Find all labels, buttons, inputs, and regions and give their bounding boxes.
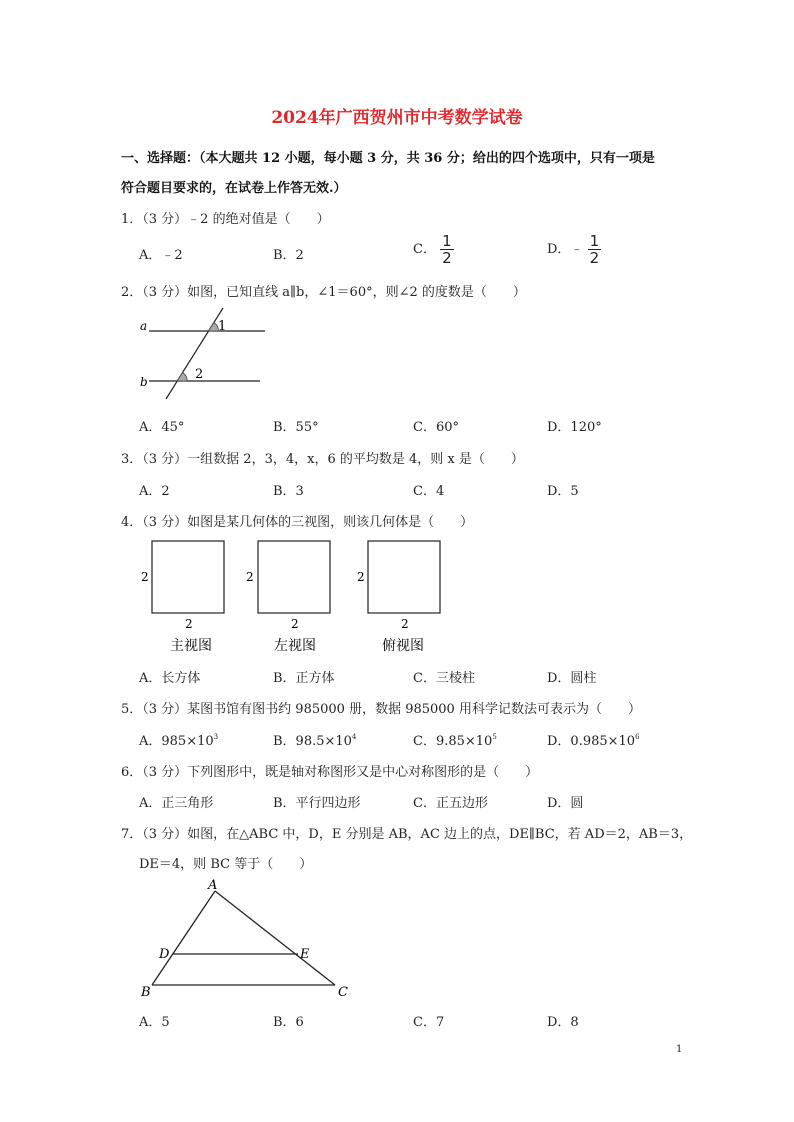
q5-option-a xyxy=(139,730,218,749)
q2-option-c: C．60° xyxy=(413,420,459,435)
q3-stem: 3．（3 分）一组数据 2，3，4，x，6 的平均数是 4，则 x 是（ ） xyxy=(121,452,524,467)
front-view-bottom-label: 2 xyxy=(185,617,193,631)
q3-option-a: A．2 xyxy=(139,484,170,499)
line-a-label: a xyxy=(140,319,148,333)
side-view-square xyxy=(258,541,330,613)
q4-three-views-figure xyxy=(138,536,448,658)
q5-option-c-exponent: 5 xyxy=(492,733,497,741)
q1-option-b: B．2 xyxy=(273,248,304,263)
q1-option-d-fraction xyxy=(588,233,602,266)
vertex-A-label: A xyxy=(208,878,218,893)
q2-option-b: B．55° xyxy=(273,420,319,435)
top-view-label: 俯视图 xyxy=(382,638,424,654)
front-view-side-label: 2 xyxy=(141,570,149,584)
q7-option-a: A．5 xyxy=(139,1015,170,1030)
q6-stem: 6．（3 分）下列图形中，既是轴对称图形又是中心对称图形的是（ ） xyxy=(121,765,539,780)
q2-parallel-lines-figure xyxy=(135,300,280,410)
front-view-label: 主视图 xyxy=(170,638,212,654)
q2-option-d: D．120° xyxy=(547,420,602,435)
fraction-denominator: 2 xyxy=(589,249,600,267)
q2-option-a: A．45° xyxy=(139,420,185,435)
q7-option-d: D．8 xyxy=(547,1015,579,1030)
q5-option-d-base: D．0.985×10 xyxy=(547,734,636,749)
q4-option-b: B．正方体 xyxy=(273,671,335,686)
fraction-numerator: 1 xyxy=(589,232,600,250)
q6-option-c: C．正五边形 xyxy=(413,796,488,811)
q1-option-c-prefix: C． xyxy=(413,242,436,257)
q5-option-a-exponent: 3 xyxy=(213,733,219,741)
q1-option-a: A．﹣2 xyxy=(139,248,183,263)
side-view-side-label: 2 xyxy=(246,570,254,584)
side-AB xyxy=(152,891,215,985)
q1-option-d xyxy=(547,233,601,266)
q5-stem: 5．（3 分）某图书馆有图书约 985000 册，数据 985000 用科学记数法可表示为（ ） xyxy=(121,702,641,717)
angle-1-mark xyxy=(209,323,219,332)
q3-option-c: C．4 xyxy=(413,484,445,499)
q4-option-d: D．圆柱 xyxy=(547,671,597,686)
q4-option-c: C．三棱柱 xyxy=(413,671,475,686)
q7-stem-cont: DE＝4，则 BC 等于（ ） xyxy=(139,857,313,872)
q1-option-c-fraction xyxy=(440,233,454,266)
vertex-C-label: C xyxy=(338,985,348,1000)
top-view-square xyxy=(368,541,440,613)
q3-option-d: D．5 xyxy=(547,484,579,499)
point-D-label: D xyxy=(159,947,170,962)
q6-option-a: A．正三角形 xyxy=(139,796,214,811)
q7-stem: 7．（3 分）如图，在△ABC 中，D，E 分别是 AB，AC 边上的点，DE∥BC，若 AD＝2，AB＝3， xyxy=(121,827,693,842)
q5-option-c xyxy=(413,730,497,749)
page-title: 2024年广西贺州市中考数学试卷 xyxy=(271,108,523,128)
q5-option-b-base: B．98.5×10 xyxy=(273,734,352,749)
q1-stem: 1．（3 分）﹣2 的绝对值是（ ） xyxy=(121,212,330,227)
line-b-label: b xyxy=(140,375,148,389)
q3-option-b: B．3 xyxy=(273,484,304,499)
q1-option-c xyxy=(413,233,454,266)
top-view-side-label: 2 xyxy=(357,570,365,584)
q7-option-c: C．7 xyxy=(413,1015,445,1030)
q4-option-a: A．长方体 xyxy=(139,671,201,686)
transversal-line xyxy=(166,308,223,399)
q2-stem: 2．（3 分）如图，已知直线 a∥b，∠1＝60°，则∠2 的度数是（ ） xyxy=(121,285,526,300)
point-E-label: E xyxy=(300,947,310,962)
page-number: 1 xyxy=(676,1044,683,1055)
q5-option-d-exponent: 6 xyxy=(635,733,640,741)
front-view-square xyxy=(152,541,224,613)
q7-option-b: B．6 xyxy=(273,1015,304,1030)
angle-2-label: 2 xyxy=(195,367,204,382)
q5-option-c-base: C．9.85×10 xyxy=(413,734,493,749)
fraction-numerator: 1 xyxy=(442,232,452,250)
q6-option-b: B．平行四边形 xyxy=(273,796,361,811)
q4-stem: 4．（3 分）如图是某几何体的三视图，则该几何体是（ ） xyxy=(121,515,474,530)
side-view-bottom-label: 2 xyxy=(291,617,299,631)
side-view-label: 左视图 xyxy=(274,638,316,654)
q5-option-a-base: A．985×10 xyxy=(139,734,214,749)
q5-option-d xyxy=(547,730,640,749)
angle-2-mark xyxy=(177,373,187,382)
q1-option-d-prefix: D．﹣ xyxy=(547,242,584,257)
vertex-B-label: B xyxy=(141,985,151,1000)
fraction-denominator: 2 xyxy=(442,249,452,267)
top-view-bottom-label: 2 xyxy=(401,617,409,631)
section-heading: 一、选择题：（本大题共 12 小题，每小题 3 分，共 36 分；给出的四个选项中，只有一项是 xyxy=(121,151,655,166)
angle-1-label: 1 xyxy=(218,319,227,334)
side-AC xyxy=(215,891,335,985)
q7-triangle-figure xyxy=(135,874,355,1002)
q5-option-b-exponent: 4 xyxy=(351,733,357,741)
section-heading-cont: 符合题目要求的，在试卷上作答无效.） xyxy=(121,181,347,196)
q6-option-d: D．圆 xyxy=(547,796,584,811)
q5-option-b xyxy=(273,730,356,749)
